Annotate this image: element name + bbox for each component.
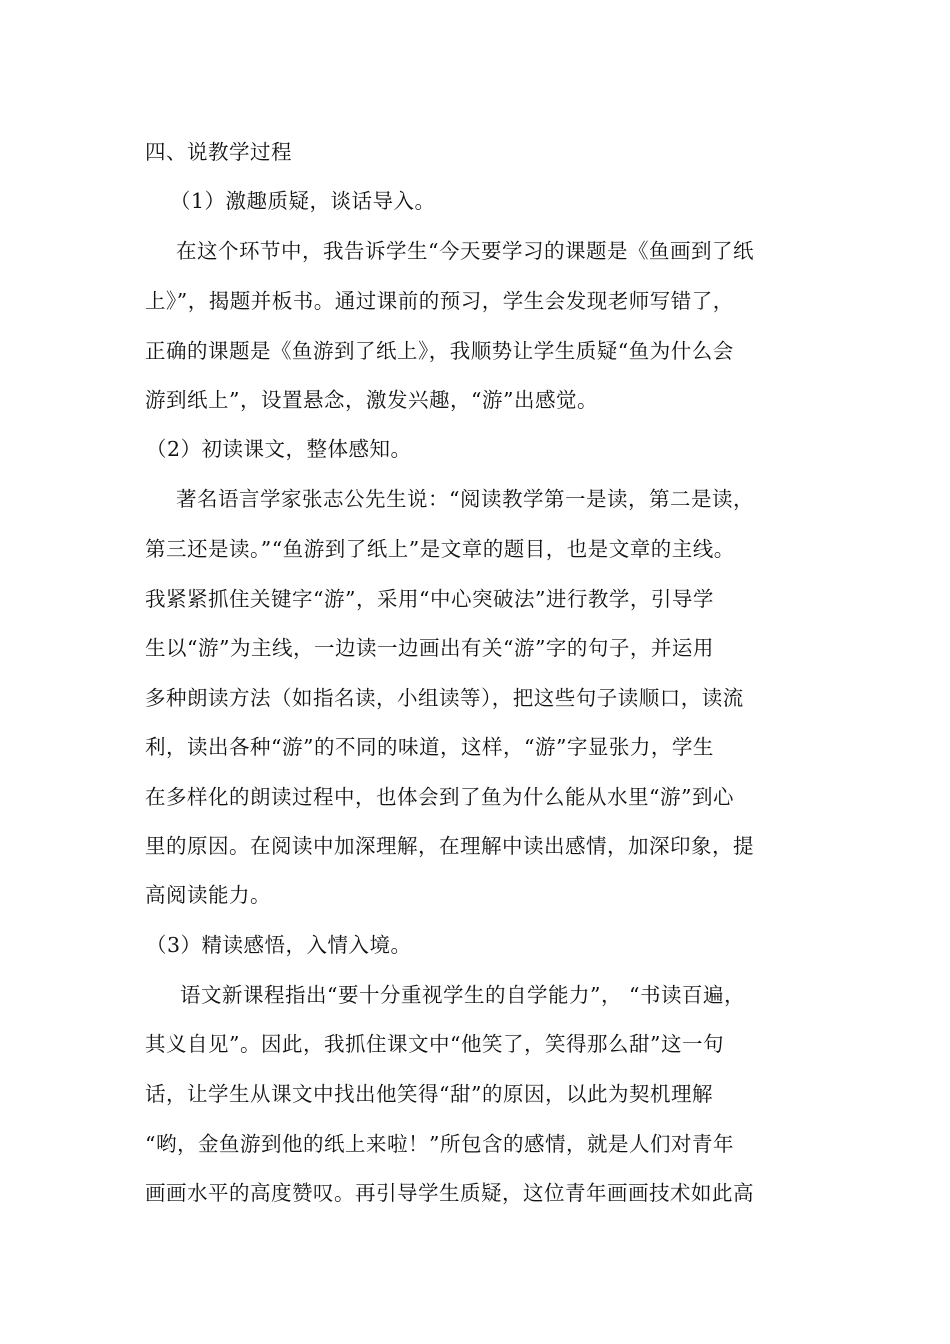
paragraph-line: 语文新课程指出“要十分重视学生的自学能力”， “书读百遍， (180, 983, 745, 1007)
paragraph-line: 我紧紧抓住关键字“游”，采用“中心突破法”进行教学，引导学 (145, 587, 714, 611)
paragraph-line: 生以“游”为主线，一边读一边画出有关“游”字的句子，并运用 (145, 636, 714, 660)
paragraph-line: 在这个环节中，我告诉学生“今天要学习的课题是《鱼画到了纸 (176, 239, 754, 263)
paragraph-line: 上》”，揭题并板书。通过课前的预习，学生会发现老师写错了， (145, 289, 734, 313)
paragraph-line: 利，读出各种“游”的不同的味道，这样，“游”字显张力，学生 (145, 735, 714, 759)
step1-heading: （1）激趣质疑，谈话导入。 (170, 189, 436, 213)
step3-heading: （3）精读感悟，入情入境。 (146, 933, 412, 957)
step2-heading: （2）初读课文，整体感知。 (146, 437, 412, 461)
paragraph-line: 多种朗读方法（如指名读，小组读等），把这些句子读顺口，读流 (145, 686, 744, 710)
paragraph-line: “哟，金鱼游到他的纸上来啦！”所包含的感情，就是人们对青年 (145, 1132, 734, 1156)
paragraph-line: 里的原因。在阅读中加深理解，在理解中读出感情，加深印象，提 (145, 834, 754, 858)
paragraph-line: 其义自见”。因此，我抓住课文中“他笑了，笑得那么甜”这一句 (145, 1032, 724, 1056)
paragraph-line: 第三还是读。”“鱼游到了纸上”是文章的题目，也是文章的主线。 (145, 537, 735, 561)
paragraph-line: 在多样化的朗读过程中，也体会到了鱼为什么能从水里“游”到心 (145, 785, 734, 809)
paragraph-line: 著名语言学家张志公先生说：“阅读教学第一是读，第二是读， (176, 487, 754, 511)
paragraph-line: 高阅读能力。 (145, 883, 271, 907)
paragraph-line: 正确的课题是《鱼游到了纸上》，我顺势让学生质疑“鱼为什么会 (145, 339, 734, 363)
paragraph-line: 游到纸上”，设置悬念，激发兴趣，“游”出感觉。 (145, 388, 598, 412)
paragraph-line: 话，让学生从课文中找出他笑得“甜”的原因，以此为契机理解 (145, 1082, 713, 1106)
paragraph-line: 画画水平的高度赞叹。再引导学生质疑，这位青年画画技术如此高 (145, 1181, 754, 1205)
section-heading: 四、说教学过程 (145, 140, 292, 164)
